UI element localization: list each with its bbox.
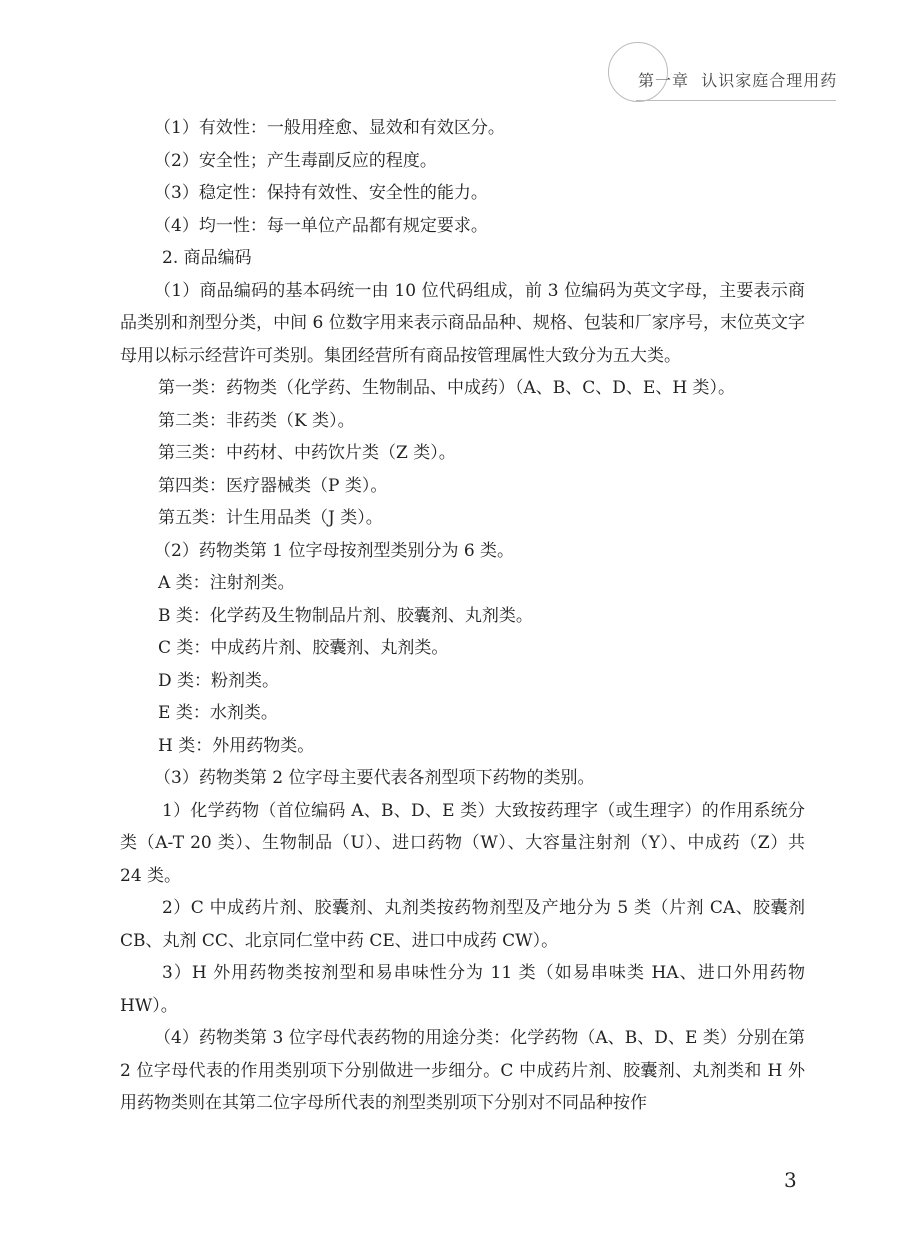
paragraph: 第三类：中药材、中药饮片类（Z 类）。: [158, 443, 456, 463]
paragraph: A 类：注射剂类。: [158, 573, 295, 593]
paragraph: D 类：粉剂类。: [158, 670, 280, 691]
paragraph: 1）化学药物（首位编码 A、B、D、E 类）大致按药理字（或生理字）的作用系统分类（A-T 20 类）、生物制品（U）、进口药物（W）、大容量注射剂（Y）、中成药（Z）共 24 类。: [120, 800, 805, 886]
paragraph: （3）药物类第 2 位字母主要代表各剂型项下药物的类别。: [154, 768, 595, 788]
chapter-title: 认识家庭合理用药: [701, 71, 838, 90]
paragraph: 第一类：药物类（化学药、生物制品、中成药）（A、B、C、D、E、H 类）。: [158, 378, 736, 398]
paragraph: 第五类：计生用品类（J 类）。: [158, 508, 383, 528]
section-heading: 2. 商品编码: [162, 248, 252, 268]
paragraph: 3）H 外用药物类按剂型和易串味性分为 11 类（如易串味类 HA、进口外用药物 HW）。: [120, 963, 805, 1016]
paragraph: （2）安全性；产生毒副反应的程度。: [154, 150, 437, 171]
paragraph: C 类：中成药片剂、胶囊剂、丸剂类。: [158, 638, 449, 658]
paragraph: （4）均一性：每一单位产品都有规定要求。: [154, 215, 488, 236]
paragraph: 2）C 中成药片剂、胶囊剂、丸剂类按药物剂型及产地分为 5 类（片剂 CA、胶囊剂 CB、丸剂 CC、北京同仁堂中药 CE、进口中成药 CW）。: [120, 898, 805, 951]
body-text: [120, 112, 805, 1120]
paragraph: （3）稳定性：保持有效性、安全性的能力。: [154, 183, 488, 203]
paragraph: （4）药物类第 3 位字母代表药物的用途分类：化学药物（A、B、D、E 类）分别在第 2 位字母代表的作用类别项下分别做进一步细分。C 中成药片剂、胶囊剂、丸剂类和 H 外用药物类则在其第二位字母所代表的剂型类别项下分别对不同品种按作: [120, 1028, 805, 1113]
paragraph: 第四类：医疗器械类（P 类）。: [158, 475, 388, 496]
page-number: 3: [784, 1168, 797, 1192]
header-rule: [636, 100, 836, 101]
paragraph: （1）商品编码的基本码统一由 10 位代码组成，前 3 位编码为英文字母，主要表示商品类别和剂型分类，中间 6 位数字用来表示商品品种、规格、包装和厂家序号，末位英文字母用以标示经营许可类别。集团经营所有商品按管理属性大致分为五大类。: [120, 280, 805, 366]
paragraph: E 类：水剂类。: [158, 703, 278, 723]
paragraph: （1）有效性：一般用痊愈、显效和有效区分。: [154, 118, 505, 138]
paragraph: 第二类：非药类（K 类）。: [158, 410, 355, 431]
running-header: [638, 68, 837, 91]
paragraph: B 类：化学药及生物制品片剂、胶囊剂、丸剂类。: [158, 605, 533, 626]
paragraph: H 类：外用药物类。: [158, 735, 315, 756]
chapter-number: 第一章: [638, 71, 690, 90]
paragraph: （2）药物类第 1 位字母按剂型类别分为 6 类。: [154, 540, 515, 561]
